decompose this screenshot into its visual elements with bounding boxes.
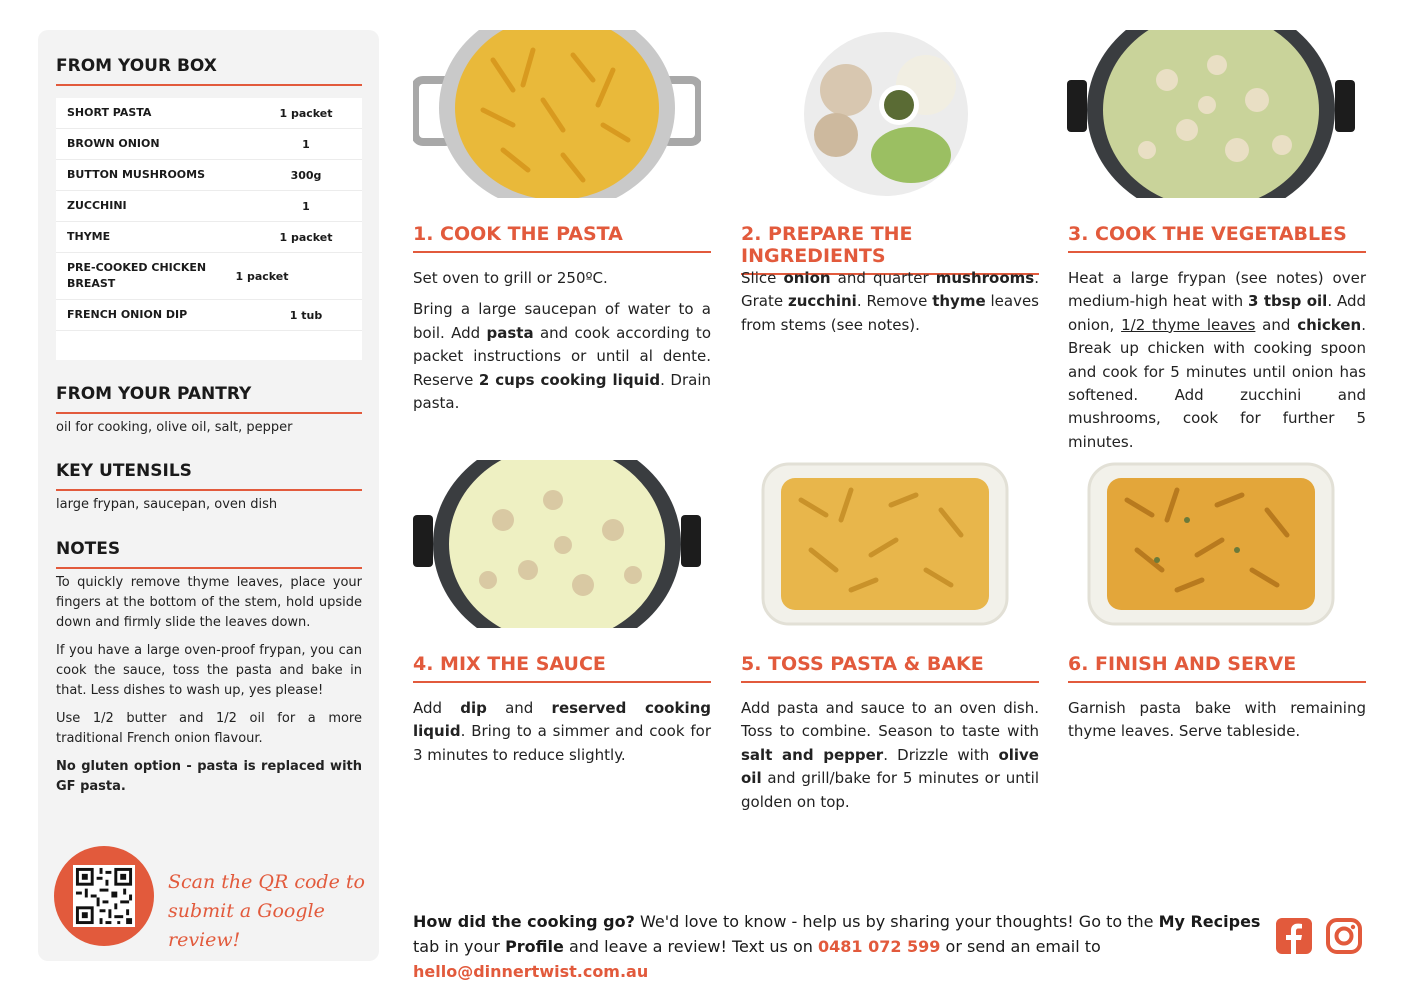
table-row: [56, 160, 362, 191]
step-1-title: 1. COOK THE PASTA: [413, 223, 711, 253]
ingredient-qty: 1 packet: [279, 230, 333, 244]
table-row: [56, 98, 362, 129]
step-4-body: [413, 697, 711, 775]
photo-prepare-ingredients: [741, 30, 1039, 198]
ingredient-name: ZUCCHINI: [67, 199, 127, 212]
ingredient-qty: 1: [302, 199, 310, 213]
notes-heading: NOTES: [56, 539, 362, 569]
photo-cook-pasta: [413, 30, 701, 198]
qr-badge[interactable]: [54, 846, 154, 946]
ingredient-name: BUTTON MUSHROOMS: [67, 168, 206, 181]
table-row: [56, 129, 362, 160]
utensils-text: large frypan, saucepan, oven dish: [56, 497, 278, 512]
step-1-body: [413, 267, 711, 423]
table-row: [56, 300, 362, 331]
note-item: Use 1/2 butter and 1/2 oil for a more traditional French onion flavour.: [56, 711, 362, 746]
step-3-body: [1068, 267, 1366, 462]
ingredient-name: PRE-COOKED CHICKEN BREAST: [67, 261, 207, 290]
step-1-paragraph: Bring a large saucepan of water to a boil. Add pasta and cook according to packet instructions or until al dente. Reserve 2 cups cooking liquid. Drain pasta.: [413, 300, 712, 413]
step-5-title: 5. TOSS PASTA & BAKE: [741, 653, 1039, 683]
qr-caption-line: submit a Google review!: [168, 900, 325, 951]
step-5-body: [741, 697, 1039, 822]
qr-code-icon[interactable]: [73, 865, 135, 927]
step-6-title: 6. FINISH AND SERVE: [1068, 653, 1366, 683]
from-your-pantry-heading: FROM YOUR PANTRY: [56, 384, 362, 414]
photo-mix-sauce: [413, 460, 701, 628]
qr-caption: [168, 868, 379, 955]
footer-question: How did the cooking go?: [413, 912, 635, 931]
step-4-title: 4. MIX THE SAUCE: [413, 653, 711, 683]
note-item: If you have a large oven-proof frypan, you can cook the sauce, toss the pasta and bake in that. Less dishes to wash up, yes please!: [56, 643, 362, 698]
table-row: [56, 253, 362, 300]
step-6-body: [1068, 697, 1366, 752]
step-5-paragraph: Add pasta and sauce to an oven dish. Toss to combine. Season to taste with salt and pepper. Drizzle with olive oil and grill/bake for 5 minutes or until golden on top.: [741, 699, 1039, 811]
facebook-icon[interactable]: [1275, 917, 1313, 955]
instagram-icon[interactable]: [1325, 917, 1363, 955]
step-3-paragraph: Heat a large frypan (see notes) over medium-high heat with 3 tbsp oil. Add onion, 1/2 thyme leaves and chicken. Break up chicken with cooking spoon and cook for 5 minutes until onion has softened. Add zucchini and mushrooms, cook for further 5 minutes.: [1068, 269, 1367, 451]
step-2-body: [741, 267, 1039, 345]
step-1-paragraph: Set oven to grill or 250ºC.: [413, 269, 608, 287]
step-3-title: 3. COOK THE VEGETABLES: [1068, 223, 1366, 253]
ingredient-name: THYME: [67, 230, 111, 243]
photo-finish-serve: [1067, 460, 1355, 628]
note-item: To quickly remove thyme leaves, place your fingers at the bottom of the stem, hold upside down and firmly slide the leaves down.: [56, 575, 362, 630]
step-2-title: 2. PREPARE THE INGREDIENTS: [741, 223, 1039, 275]
ingredient-qty: 1: [302, 137, 310, 151]
key-utensils-heading: KEY UTENSILS: [56, 461, 362, 491]
ingredient-qty: 1 packet: [279, 106, 333, 120]
ingredient-name: FRENCH ONION DIP: [67, 308, 188, 321]
step-4-paragraph: Add dip and reserved cooking liquid. Bring to a simmer and cook for 3 minutes to reduce slightly.: [413, 699, 712, 764]
ingredient-qty: 300g: [290, 168, 322, 182]
ingredient-qty: 1 tub: [289, 308, 323, 322]
table-row: [56, 191, 362, 222]
note-item: No gluten option - pasta is replaced with GF pasta.: [56, 759, 362, 794]
sidebar-panel: [38, 30, 379, 961]
email-link[interactable]: hello@dinnertwist.com.au: [413, 962, 649, 981]
phone-link[interactable]: 0481 072 599: [817, 937, 941, 956]
photo-toss-bake: [741, 460, 1029, 628]
notes-list: [56, 573, 362, 805]
qr-caption-line: Scan the QR code to: [168, 871, 365, 893]
step-6-paragraph: Garnish pasta bake with remaining thyme leaves. Serve tableside.: [1068, 699, 1366, 741]
photo-cook-vegetables: [1067, 30, 1355, 198]
my-recipes-link[interactable]: My Recipes: [1158, 912, 1261, 931]
ingredient-name: BROWN ONION: [67, 137, 160, 150]
review-footer: How did the cooking go? We'd love to know - help us by sharing your thoughts! Go to the My Recipes tab in your Profile and leave a review! Text us on 0481 072 599 or send an email to hello@dinnertwist.com.au: [413, 912, 1261, 981]
ingredient-name: SHORT PASTA: [67, 106, 152, 119]
table-row: [56, 222, 362, 253]
step-2-paragraph: Slice onion and quarter mushrooms. Grate zucchini. Remove thyme leaves from stems (see notes).: [741, 269, 1039, 334]
from-your-box-heading: FROM YOUR BOX: [56, 56, 362, 86]
ingredients-table: [56, 98, 362, 360]
ingredient-qty: 1 packet: [235, 269, 289, 283]
profile-link[interactable]: Profile: [505, 937, 564, 956]
pantry-text: oil for cooking, olive oil, salt, pepper: [56, 420, 293, 435]
